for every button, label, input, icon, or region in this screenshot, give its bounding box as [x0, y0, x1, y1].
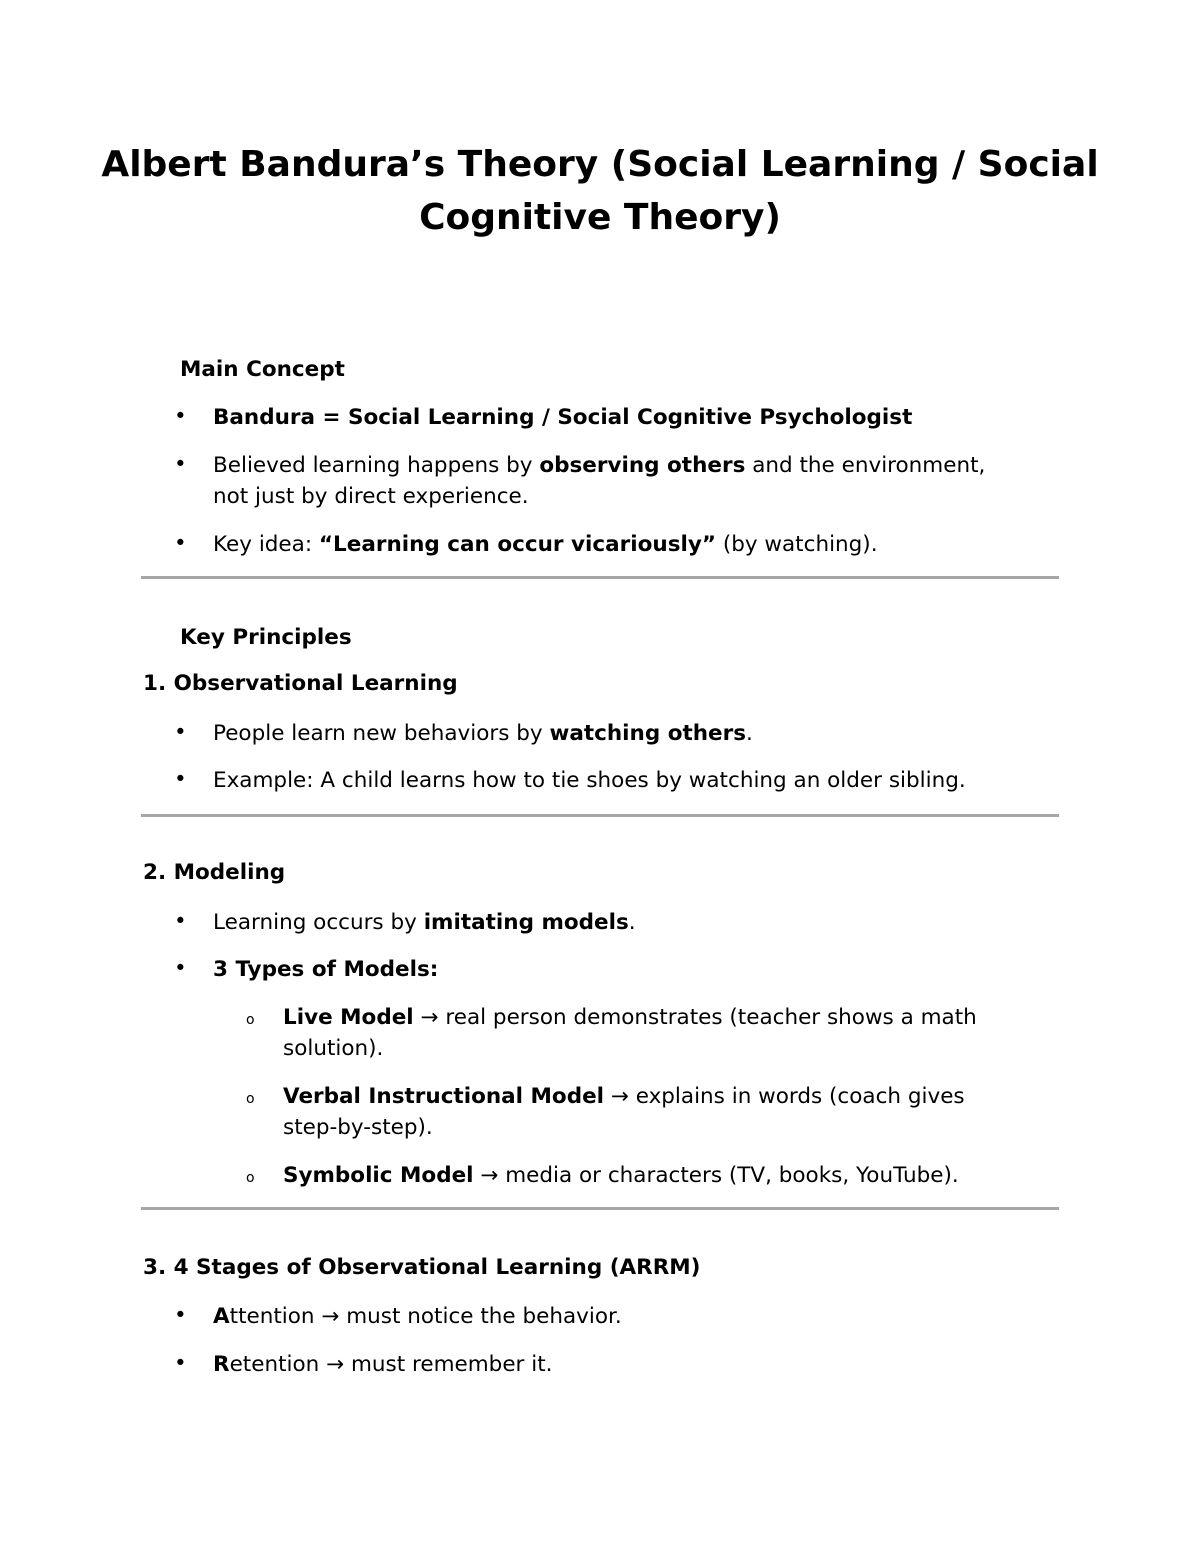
- document-title: Albert Bandura’s Theory (Social Learning / Social Cognitive Theory): [101, 144, 1099, 238]
- text-run: Learning occurs by: [213, 910, 424, 935]
- observational-bullet-1: [213, 718, 753, 749]
- key-principles-heading: Key Principles: [180, 625, 352, 650]
- bullet-icon: •: [174, 720, 187, 745]
- bullet-icon: •: [174, 404, 187, 429]
- observational-bullet-2: Example: A child learns how to tie shoes by watching an older sibling.: [213, 768, 966, 793]
- bullet-icon: •: [174, 531, 187, 556]
- bullet-icon: •: [174, 452, 187, 477]
- main-concept-bullet-1: Bandura = Social Learning / Social Cognitive Psychologist: [213, 405, 913, 430]
- text-run: Believed learning happens by: [213, 453, 540, 478]
- section-divider: [141, 1207, 1059, 1210]
- section-divider: [141, 576, 1059, 579]
- bullet-icon: •: [174, 909, 187, 934]
- text-run: ttention → must notice the behavior.: [229, 1304, 622, 1329]
- modeling-bullet-1: [213, 907, 636, 938]
- text-run: → explains in words (coach gives: [604, 1084, 965, 1109]
- emphasis-text: imitating models: [423, 910, 629, 935]
- live-model-line-1: [283, 1002, 977, 1033]
- sub-bullet-icon: o: [246, 1012, 255, 1028]
- emphasis-text: observing others: [539, 453, 746, 478]
- text-run: etention → must remember it.: [229, 1352, 553, 1377]
- text-run: Key idea:: [213, 532, 319, 557]
- main-concept-bullet-2-line-1: [213, 450, 985, 481]
- bullet-icon: •: [174, 1351, 187, 1376]
- text-run: .: [628, 910, 636, 935]
- text-run: People learn new behaviors by: [213, 721, 550, 746]
- observational-learning-heading: 1. Observational Learning: [143, 671, 458, 696]
- emphasis-text: R: [213, 1352, 230, 1377]
- verbal-model-line-2: step-by-step).: [283, 1115, 433, 1140]
- retention-stage: [213, 1349, 552, 1380]
- main-concept-bullet-3: [213, 529, 878, 560]
- verbal-model-line-1: [283, 1081, 965, 1112]
- modeling-bullet-2: 3 Types of Models:: [213, 957, 439, 982]
- emphasis-text: Live Model: [283, 1005, 414, 1030]
- modeling-heading: 2. Modeling: [143, 860, 286, 885]
- sub-bullet-icon: o: [246, 1091, 255, 1107]
- emphasis-text: watching others: [549, 721, 747, 746]
- text-run: → media or characters (TV, books, YouTube).: [473, 1163, 959, 1188]
- attention-stage: [213, 1301, 622, 1332]
- symbolic-model-item: [283, 1160, 959, 1191]
- text-run: .: [746, 721, 753, 746]
- main-concept-heading: Main Concept: [180, 357, 345, 382]
- live-model-line-2: solution).: [283, 1036, 384, 1061]
- sub-bullet-icon: o: [246, 1170, 255, 1186]
- bullet-icon: •: [174, 1303, 187, 1328]
- text-run: and the environment,: [745, 453, 986, 478]
- emphasis-text: Verbal Instructional Model: [283, 1084, 605, 1109]
- emphasis-text: “Learning can occur vicariously”: [318, 532, 716, 557]
- stages-heading: 3. 4 Stages of Observational Learning (ARRM): [143, 1255, 701, 1280]
- bullet-icon: •: [174, 767, 187, 792]
- text-run: → real person demonstrates (teacher shows a math: [413, 1005, 977, 1030]
- emphasis-text: Symbolic Model: [283, 1163, 474, 1188]
- text-run: (by watching).: [716, 532, 878, 557]
- bullet-icon: •: [174, 956, 187, 981]
- section-divider: [141, 814, 1059, 817]
- emphasis-text: A: [213, 1304, 230, 1329]
- main-concept-bullet-2-line-2: not just by direct experience.: [213, 484, 529, 509]
